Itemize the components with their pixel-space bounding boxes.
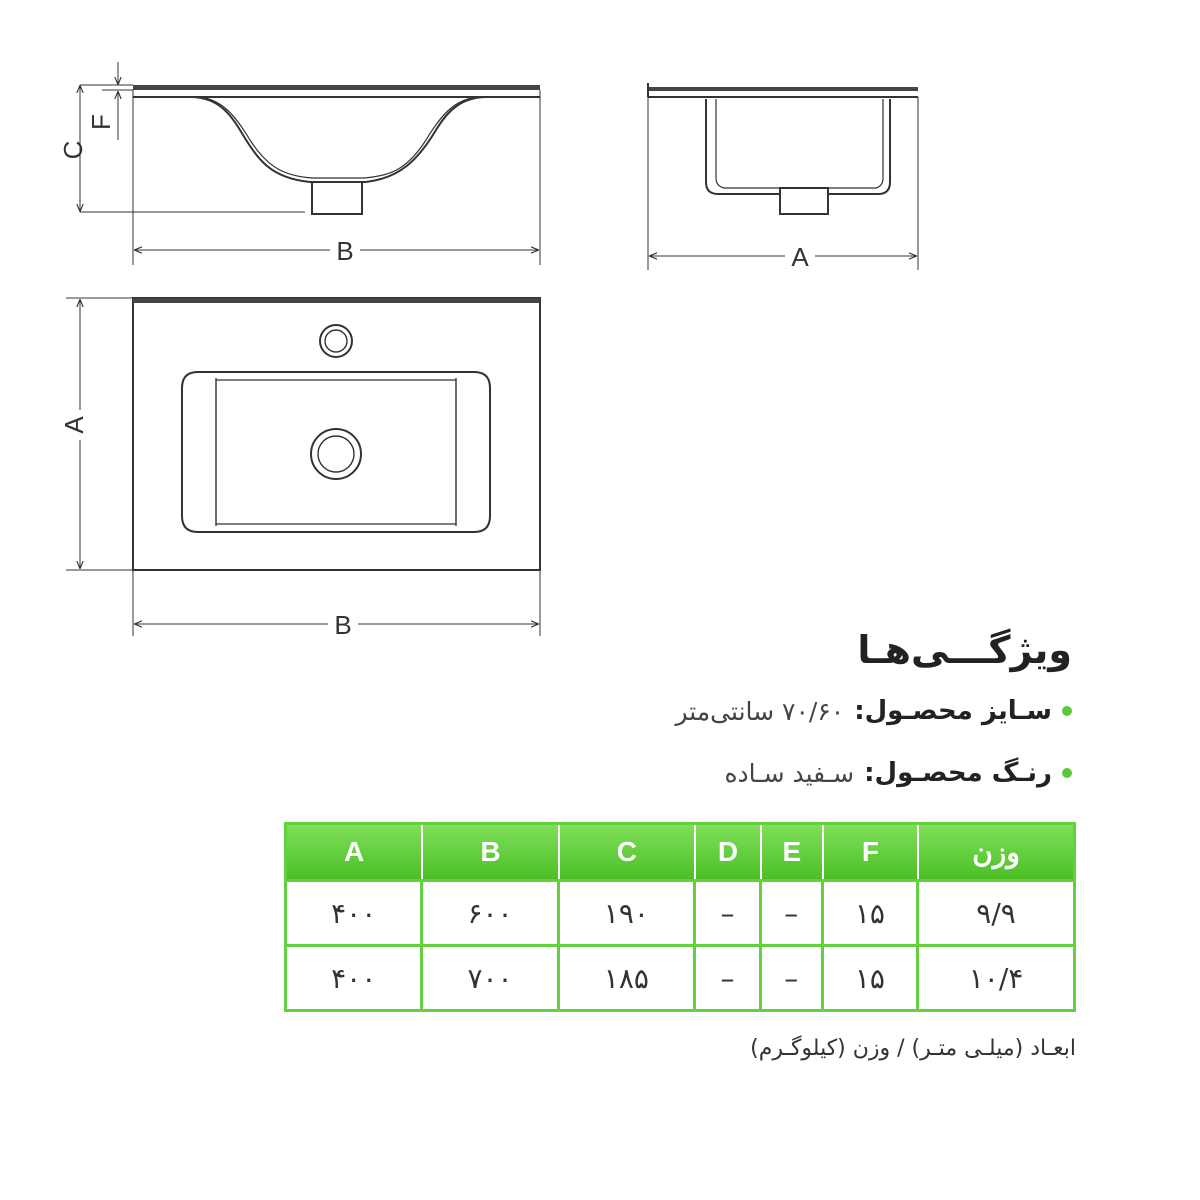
header-f: F xyxy=(824,825,919,879)
size-spec xyxy=(512,680,1072,742)
table-cell: – xyxy=(696,944,762,1009)
table-cell: – xyxy=(762,944,824,1009)
units-footnote: ابعـاد (میلـی متـر) / وزن (کیلوگـرم) xyxy=(750,1036,1076,1061)
table-cell: ۱۹۰ xyxy=(560,879,696,944)
dim-label-a-side: A xyxy=(791,242,809,272)
table-cell: ۱۵ xyxy=(824,879,919,944)
color-label: رنـگ محصـول: xyxy=(864,758,1052,788)
header-weight: وزن xyxy=(919,825,1073,879)
table-row xyxy=(287,944,1073,1009)
size-label: سـایز محصـول: xyxy=(854,696,1052,726)
side-section-view xyxy=(648,83,918,270)
table-cell: ۱۵ xyxy=(824,944,919,1009)
dimensions-table xyxy=(284,822,1076,1012)
features-title: ویژگـــی‌هـا xyxy=(857,628,1072,672)
bullet-icon xyxy=(1062,706,1072,716)
header-d: D xyxy=(696,825,762,879)
header-e: E xyxy=(762,825,824,879)
table-cell: ۱۰/۴ xyxy=(919,944,1073,1009)
table-cell: – xyxy=(696,879,762,944)
table-cell: ۴۰۰ xyxy=(287,879,423,944)
dim-label-c: C xyxy=(58,140,88,160)
color-value: سـفید سـاده xyxy=(724,758,855,788)
table-row xyxy=(287,879,1073,944)
table-cell: ۴۰۰ xyxy=(287,944,423,1009)
front-dimensions xyxy=(80,62,538,250)
header-c: C xyxy=(560,825,696,879)
table-cell: – xyxy=(762,879,824,944)
features-section xyxy=(512,628,1072,804)
dim-label-f: F xyxy=(86,114,116,130)
header-a: A xyxy=(287,825,423,879)
header-b: B xyxy=(423,825,559,879)
table-cell: ۱۸۵ xyxy=(560,944,696,1009)
table-cell: ۹/۹ xyxy=(919,879,1073,944)
size-value: ۷۰/۶۰ سانتی‌متر xyxy=(675,696,845,726)
color-spec xyxy=(512,742,1072,804)
plan-dimensions xyxy=(66,298,540,636)
table-cell: ۶۰۰ xyxy=(423,879,559,944)
bullet-icon xyxy=(1062,768,1072,778)
dim-label-a-plan: A xyxy=(59,416,89,434)
table-cell: ۷۰۰ xyxy=(423,944,559,1009)
dim-label-b-plan: B xyxy=(334,610,352,640)
table-header-row xyxy=(287,825,1073,879)
top-plan-view xyxy=(133,298,540,570)
dim-label-b-front: B xyxy=(336,236,354,266)
